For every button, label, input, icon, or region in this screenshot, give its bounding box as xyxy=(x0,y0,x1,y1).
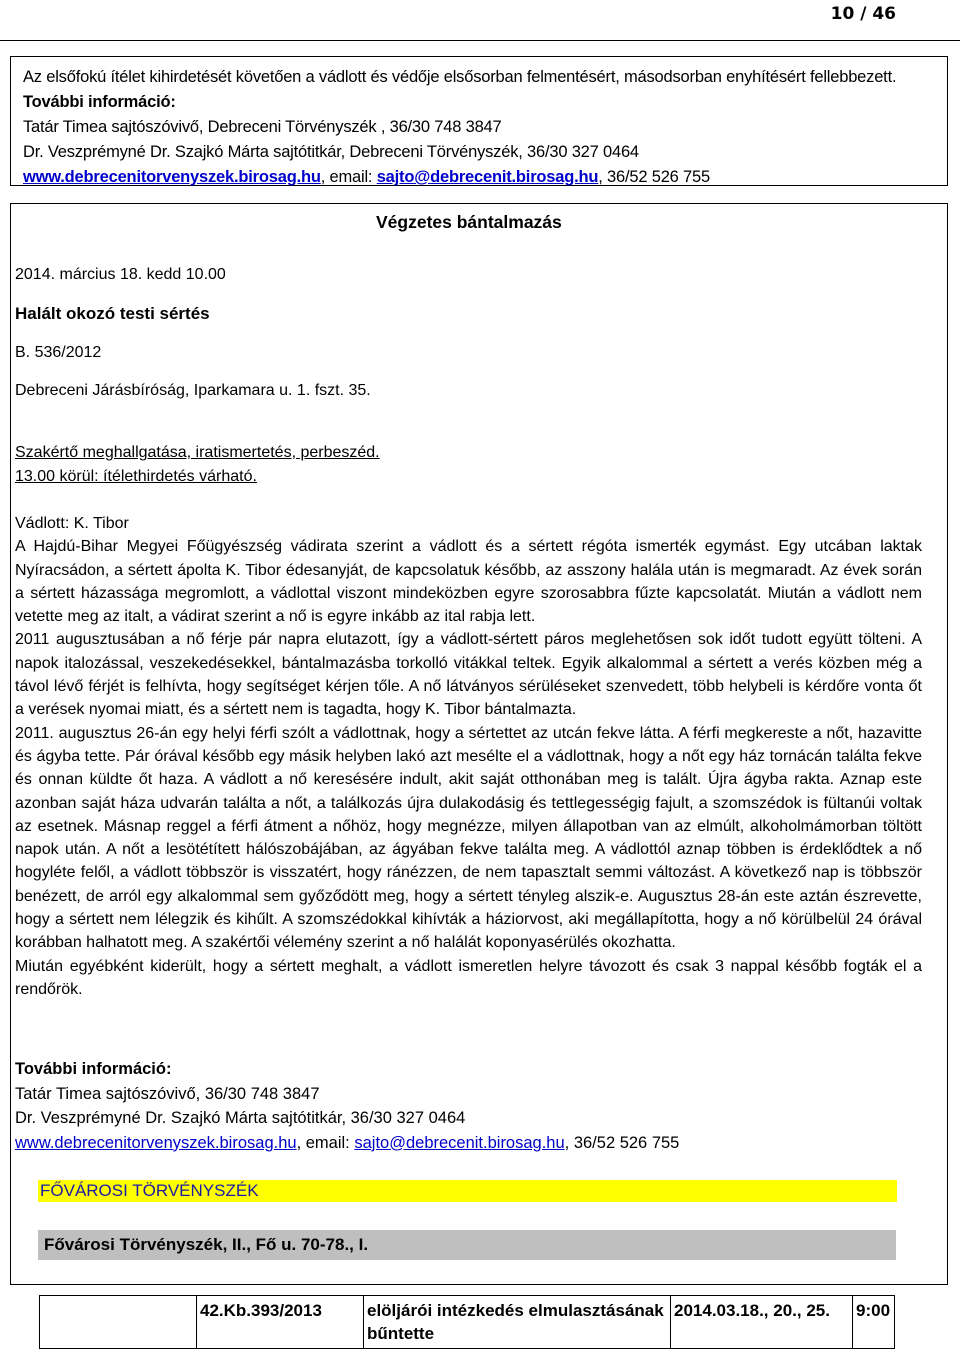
defendant-line: Vádlott: K. Tibor xyxy=(15,515,129,532)
email-label: , email: xyxy=(296,1133,355,1152)
case-agenda: Szakértő meghallgatása, iratismertetés, perbeszéd. xyxy=(15,444,380,461)
case-table xyxy=(39,1295,895,1349)
case-box xyxy=(10,203,948,1285)
website-link[interactable]: www.debrecenitorvenyszek.birosag.hu xyxy=(15,1133,297,1152)
table-cell-case-number: 42.Kb.393/2013 xyxy=(197,1296,364,1349)
email-link[interactable]: sajto@debrecenit.birosag.hu xyxy=(354,1133,565,1152)
case-number: B. 536/2012 xyxy=(15,344,102,361)
info-heading: További információ: xyxy=(23,93,176,111)
case-paragraph: 2011. augusztus 26-án egy helyi férfi szólt a vádlottnak, hogy a sértettet az utcán fekve látta. A férfi megkereste a nőt, hazavitte és ágyba tette. Pár órával később egy másik helyben lakó azt mesélte el a vádlottnak, hogy a nőt egy ház tornácán találta fekve és onnan küldte őt haza. A vádlott a nő keresésére indult, akit saját otthonában meg is talált. Újra ágyba rakta. Aznap este azonban saját háza udvarán találta a nőt, a találkozás újra dulakodásig és tettlegességig fajult, a szomszédok is fültanúi voltak az esetnek. Másnap reggel a férfi átment a nőhöz, hogy megnézze, milyen állapotban van az elmúlt, alkoholmámorban töltött napok után. A nőt a lesötétített hálószobájában, az ágyában fekve találta meg. A vádlottól aznap többen is érdeklődtek a nő hogyléte felől, a vádlott többször is visszatért, hogy ránézzen, de nem tapasztalt semmi változást. A következő nap is többször benézett, de arról egy alkalommal sem győződött meg, hogy a sértett tényleg alszik-e. Augusztus 28-án este aztán észrevette, hogy a sértett nem lélegzik és kihűlt. A szomszédokkal kihívták a háziorvost, aki megállapította, hogy a nő körülbelül 24 órával korábban halhatott meg. A szakértői vélemény szerint a nő halálát koponyasérülés okozhatta. xyxy=(15,724,922,952)
contact-links xyxy=(15,1131,679,1156)
table-cell-time: 9:00 xyxy=(853,1296,895,1349)
website-link[interactable]: www.debrecenitorvenyszek.birosag.hu xyxy=(23,168,321,186)
contact-spokesperson: Tatár Timea sajtószóvivő, Debreceni Törvényszék , 36/30 748 3847 xyxy=(23,118,502,136)
header-rule xyxy=(0,40,960,41)
contact-spokesperson: Tatár Timea sajtószóvivő, 36/30 748 3847 xyxy=(15,1084,320,1103)
case-paragraph: A Hajdú-Bihar Megyei Főügyészség vádirata szerint a vádlott és a sértett régóta ismerték egymást. Egy utcában laktak Nyíracsádon, a sértett ápolta K. Tibor édesanyját, de kapcsolatuk később, az asszony halála után is megmaradt. Az évek során a sértett házassága megromlott, a vádlottal viszont mindeközben egyre szorosabbra fűzte kapcsolatát. Miután a vádlott nem vetette meg az italt, a vádirat szerint a nő is egyre inkább az ital rabja lett. xyxy=(15,538,922,626)
contact-secretary: Dr. Veszprémyné Dr. Szajkó Márta sajtótitkár, Debreceni Törvényszék, 36/30 327 0464 xyxy=(23,143,639,161)
case-paragraph: 2011 augusztusában a nő férje pár napra elutazott, így a vádlott-sértett páros meglehetősen sok időt tudott együtt tölteni. A napok italozással, veszekedésekkel, bántalmazásba torkolló vitákkal teltek. Egyik alkalommal a sértett a verés közben még a távol lévő férjét is felhívta, hogy segítséget kérjen tőle. A nő látványos sérüléseket szenvedett, több helybeli is kérdőre vonta őt a verések nyomai miatt, és a sértett nem is tagadta, hogy K. Tibor bántalmazta. xyxy=(15,631,922,719)
case-venue: Debreceni Járásbíróság, Iparkamara u. 1. fszt. 35. xyxy=(15,382,371,399)
section-title: FŐVÁROSI TÖRVÉNYSZÉK xyxy=(38,1180,897,1202)
phone-tail: , 36/52 526 755 xyxy=(564,1133,680,1152)
case-verdict-time: 13.00 körül: ítélethirdetés várható. xyxy=(15,468,257,485)
court-address: Fővárosi Törvényszék, II., Fő u. 70-78., I. xyxy=(38,1230,896,1260)
info-heading: További információ: xyxy=(15,1060,172,1078)
verdict-appeal-text: Az elsőfokú ítélet kihirdetését követően a vádlott és védője elsősorban felmentésért, másodsorban enyhítésért fellebbezett. xyxy=(23,68,897,86)
page-number: 10 / 46 xyxy=(830,4,896,24)
table-cell-charge: elöljárói intézkedés elmulasztásának bűntette xyxy=(364,1296,671,1349)
case-headline: Végzetes bántalmazás xyxy=(376,212,562,232)
table-cell xyxy=(40,1296,197,1349)
case-charge: Halált okozó testi sértés xyxy=(15,304,210,323)
email-link[interactable]: sajto@debrecenit.birosag.hu xyxy=(376,168,599,186)
contact-secretary: Dr. Veszprémyné Dr. Szajkó Márta sajtótitkár, 36/30 327 0464 xyxy=(15,1109,466,1127)
case-contact xyxy=(15,1057,679,1155)
case-datetime: 2014. március 18. kedd 10.00 xyxy=(15,266,226,283)
case-paragraph: Miután egyébként kiderült, hogy a sértett meghalt, a vádlott ismeretlen helyre távozott és csak 3 nappal később fogták el a rendőrök. xyxy=(15,957,922,998)
case-description xyxy=(15,512,922,1001)
table-row xyxy=(40,1296,895,1349)
email-label: , email: xyxy=(320,168,377,186)
phone-tail: , 36/52 526 755 xyxy=(598,168,710,186)
previous-case-box xyxy=(10,56,948,186)
table-cell-dates: 2014.03.18., 20., 25. xyxy=(671,1296,853,1349)
contact-links xyxy=(23,165,947,190)
